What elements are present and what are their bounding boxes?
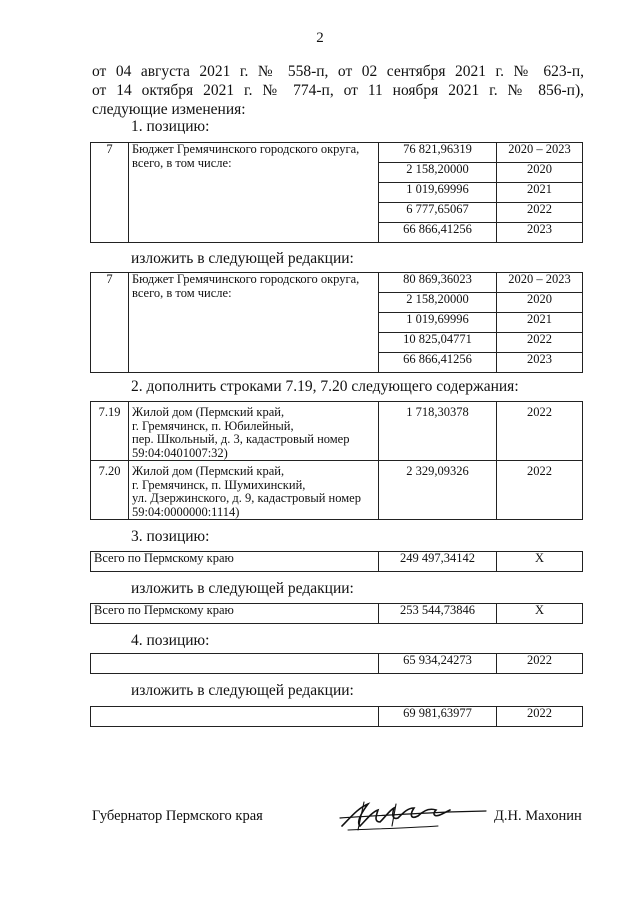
amount-cell: 66 866,41256 (379, 353, 497, 373)
year-cell: 2023 (497, 223, 583, 243)
description-line: Жилой дом (Пермский край, (132, 405, 285, 419)
table-row (91, 654, 583, 674)
redaction-label-1: изложить в следующей редакции: (131, 250, 354, 267)
amount-cell: 1 718,30378 (379, 402, 497, 461)
table-item4-original (90, 653, 583, 674)
description-line: ул. Дзержинского, д. 9, кадастровый номер (132, 491, 361, 505)
table-row (91, 143, 583, 163)
row-description (129, 402, 379, 461)
amount-cell: 6 777,65067 (379, 203, 497, 223)
table-row (91, 402, 583, 461)
handwritten-signature (338, 796, 488, 836)
row-description (91, 707, 379, 727)
description-line: 59:04:0401007:32) (132, 445, 228, 460)
intro-line-1: от 04 августа 2021 г. № 558-п, от 02 сентября 2021 г. № 623-п, (92, 63, 584, 80)
intro-line-3: следующие изменения: (92, 101, 246, 118)
redaction-label-3: изложить в следующей редакции: (131, 682, 354, 699)
table-item3-new (90, 603, 583, 624)
row-number: 7 (91, 273, 129, 373)
item1-label: 1. позицию: (131, 118, 210, 135)
row-description (91, 654, 379, 674)
year-cell: 2020 (497, 293, 583, 313)
page-number: 2 (316, 30, 324, 46)
row-description (129, 461, 379, 520)
description-line: пер. Школьный, д. 3, кадастровый номер (132, 432, 350, 446)
year-cell: 2022 (497, 654, 583, 674)
year-cell: 2020 – 2023 (497, 273, 583, 293)
year-cell: 2022 (497, 461, 583, 520)
year-cell: 2021 (497, 313, 583, 333)
amount-cell: 2 329,09326 (379, 461, 497, 520)
item4-label: 4. позицию: (131, 632, 210, 649)
intro-paragraph (92, 62, 584, 119)
row-number: 7.19 (91, 402, 129, 461)
row-number: 7 (91, 143, 129, 243)
amount-cell: 1 019,69996 (379, 313, 497, 333)
intro-line-2: от 14 октября 2021 г. № 774-п, от 11 ноября 2021 г. № 856-п), (92, 82, 584, 99)
amount-cell: 249 497,34142 (379, 552, 497, 572)
amount-cell: 10 825,04771 (379, 333, 497, 353)
signatory-position: Губернатор Пермского края (92, 808, 263, 824)
year-cell: 2022 (497, 402, 583, 461)
description-line: г. Гремячинск, п. Шумихинский, (132, 477, 306, 492)
description-line: г. Гремячинск, п. Юбилейный, (132, 418, 294, 433)
item2-label: 2. дополнить строками 7.19, 7.20 следующего содержания: (131, 378, 519, 395)
table-item1-new (90, 272, 583, 373)
amount-cell: 2 158,20000 (379, 293, 497, 313)
amount-cell: 1 019,69996 (379, 183, 497, 203)
year-cell: 2023 (497, 353, 583, 373)
description-line: 59:04:0000000:1114) (132, 504, 240, 519)
table-row (91, 461, 583, 520)
table-item2-added-rows (90, 401, 583, 520)
table-row (91, 604, 583, 624)
amount-cell: 2 158,20000 (379, 163, 497, 183)
amount-cell: 80 869,36023 (379, 273, 497, 293)
table-row (91, 707, 583, 727)
year-cell: 2020 – 2023 (497, 143, 583, 163)
redaction-label-2: изложить в следующей редакции: (131, 580, 354, 597)
amount-cell: 253 544,73846 (379, 604, 497, 624)
amount-cell: 65 934,24273 (379, 654, 497, 674)
description-line: Жилой дом (Пермский край, (132, 464, 285, 478)
table-item4-new (90, 706, 583, 727)
row-description: Бюджет Гремячинского городского округа, всего, в том числе: (129, 143, 379, 243)
table-item3-original (90, 551, 583, 572)
table-item1-original (90, 142, 583, 243)
amount-cell: 76 821,96319 (379, 143, 497, 163)
table-row (91, 552, 583, 572)
year-cell: 2020 (497, 163, 583, 183)
year-cell: 2022 (497, 203, 583, 223)
item3-label: 3. позицию: (131, 528, 210, 545)
year-cell: 2022 (497, 333, 583, 353)
year-cell: X (497, 604, 583, 624)
amount-cell: 69 981,63977 (379, 707, 497, 727)
amount-cell: 66 866,41256 (379, 223, 497, 243)
row-description: Всего по Пермскому краю (91, 604, 379, 624)
row-number: 7.20 (91, 461, 129, 520)
table-row (91, 273, 583, 293)
year-cell: 2022 (497, 707, 583, 727)
row-description: Бюджет Гремячинского городского округа, всего, в том числе: (129, 273, 379, 373)
row-description: Всего по Пермскому краю (91, 552, 379, 572)
year-cell: 2021 (497, 183, 583, 203)
signatory-name: Д.Н. Махонин (494, 808, 582, 824)
year-cell: X (497, 552, 583, 572)
